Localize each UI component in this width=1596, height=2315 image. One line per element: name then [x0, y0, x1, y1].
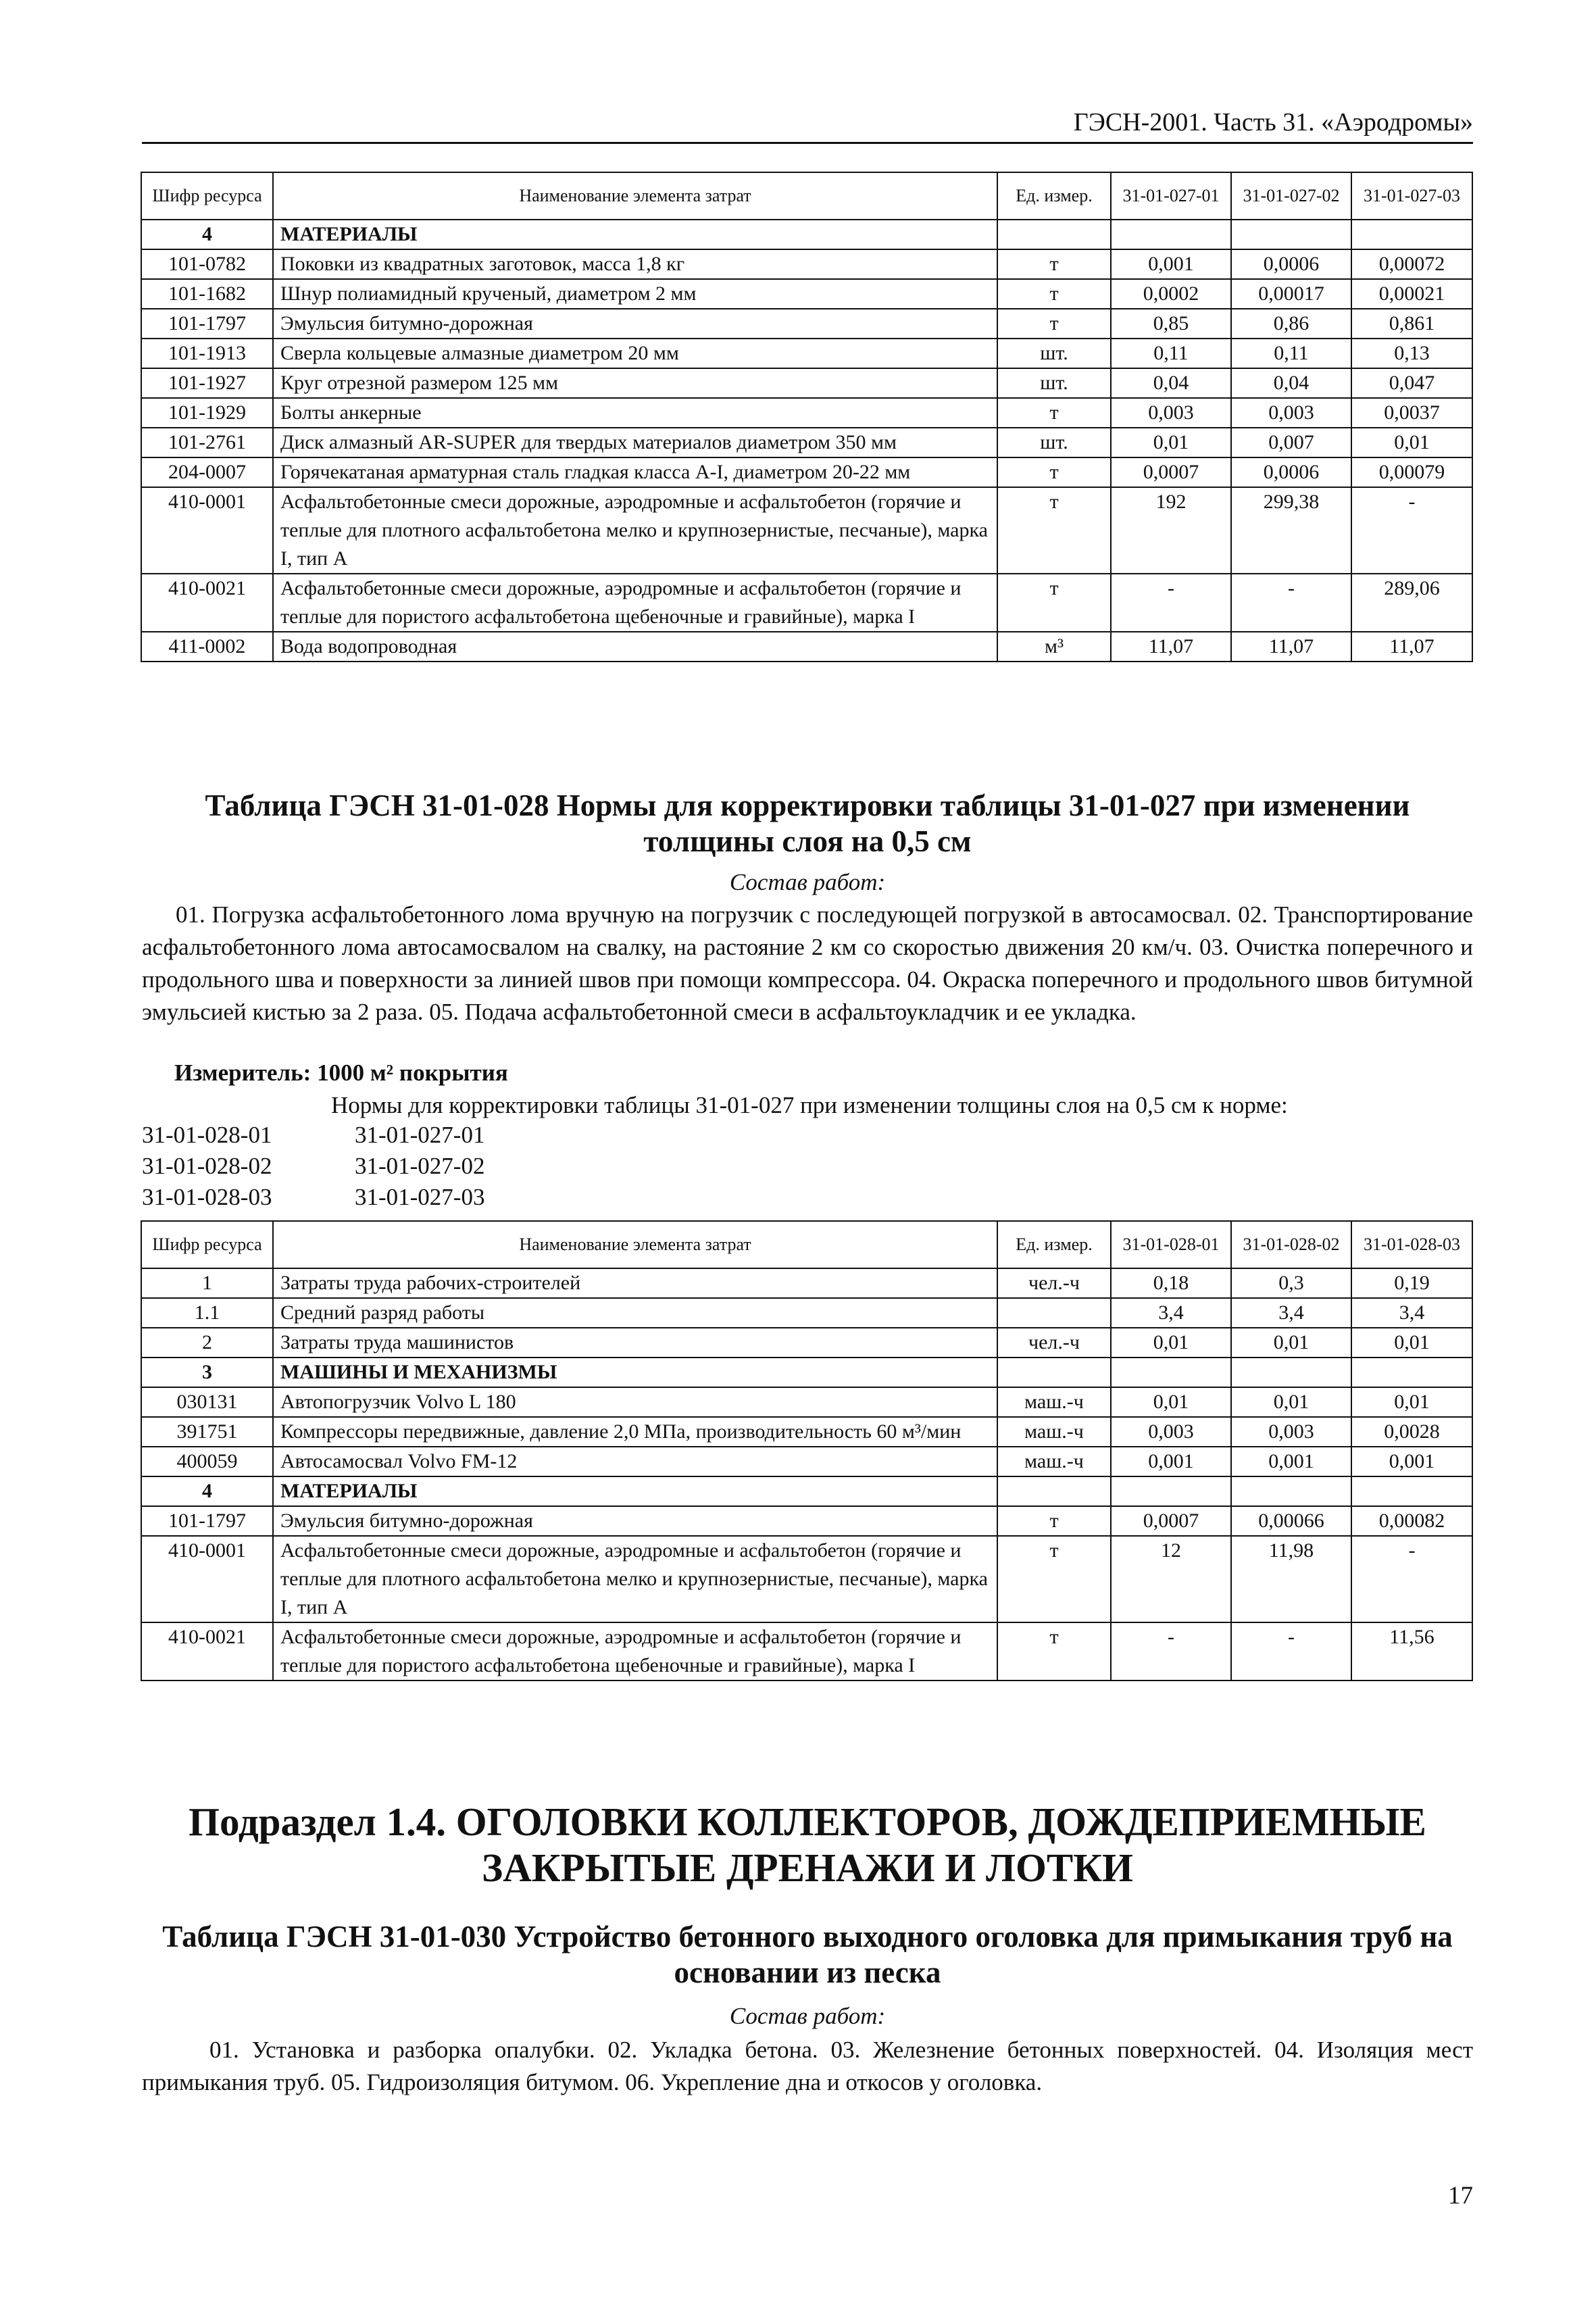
- norm-value-3: 0,01: [1351, 428, 1472, 457]
- table-body-028: [141, 1268, 1472, 1681]
- norm-value-3: 0,01: [1351, 1328, 1472, 1358]
- cost-element-name: Автосамосвал Volvo FM-12: [273, 1447, 997, 1476]
- resource-code: 101-1682: [141, 279, 273, 309]
- header-code: Шифр ресурса: [141, 1221, 273, 1268]
- unit: т: [997, 398, 1111, 428]
- norm-value-1: 0,85: [1111, 309, 1231, 339]
- header-col-3: 31-01-027-03: [1351, 172, 1472, 220]
- table-row: [141, 279, 1472, 309]
- norm-value-3: 0,00079: [1351, 457, 1472, 487]
- norm-value-1: 0,0007: [1111, 1506, 1231, 1536]
- norm-value-1: 0,01: [1111, 1387, 1231, 1417]
- norm-value-1: 0,18: [1111, 1268, 1231, 1298]
- section-label: МАШИНЫ И МЕХАНИЗМЫ: [273, 1358, 997, 1387]
- norm-value-3: 0,01: [1351, 1387, 1472, 1417]
- header-col-2: 31-01-028-02: [1231, 1221, 1351, 1268]
- norm-value-1: 0,01: [1111, 1328, 1231, 1358]
- empty-cell: [997, 1358, 1111, 1387]
- norm-value-2: 0,00017: [1231, 279, 1351, 309]
- resource-code: 101-0782: [141, 249, 273, 279]
- cost-element-name: Эмульсия битумно-дорожная: [273, 1506, 997, 1536]
- norm-value-2: 0,003: [1231, 1417, 1351, 1447]
- table-row: [141, 1506, 1472, 1536]
- norm-value-3: 0,00072: [1351, 249, 1472, 279]
- cost-element-name: Поковки из квадратных заготовок, масса 1,8 кг: [273, 249, 997, 279]
- resource-code: 101-1929: [141, 398, 273, 428]
- norm-value-2: 0,001: [1231, 1447, 1351, 1476]
- section-label: МАТЕРИАЛЫ: [273, 1476, 997, 1506]
- table-row: [141, 309, 1472, 339]
- resource-code: 101-1913: [141, 339, 273, 368]
- cost-element-name: Средний разряд работы: [273, 1298, 997, 1328]
- section-code: 4: [141, 1476, 273, 1506]
- subsection-title: Подраздел 1.4. ОГОЛОВКИ КОЛЛЕКТОРОВ, ДОЖДЕПРИЕМНЫЕ ЗАКРЫТЫЕ ДРЕНАЖИ И ЛОТКИ: [189, 1799, 1426, 1890]
- norm-value-2: 3,4: [1231, 1298, 1351, 1328]
- norm-value-3: 3,4: [1351, 1298, 1472, 1328]
- resource-code: 410-0001: [141, 487, 273, 574]
- cost-element-name: Горячекатаная арматурная сталь гладкая класса А-I, диаметром 20-22 мм: [273, 457, 997, 487]
- norm-value-3: 11,07: [1351, 632, 1472, 662]
- norm-value-3: 0,047: [1351, 368, 1472, 398]
- norm-value-1: 0,11: [1111, 339, 1231, 368]
- norms-intro-028: Нормы для корректировки таблицы 31-01-027 при изменении толщины слоя на 0,5 см к норме:: [331, 1092, 1288, 1118]
- norm-value-1: 0,0007: [1111, 457, 1231, 487]
- norm-value-1: 0,04: [1111, 368, 1231, 398]
- norm-value-3: 11,56: [1351, 1622, 1472, 1681]
- table-header-row: [141, 1221, 1472, 1268]
- running-head: ГЭСН-2001. Часть 31. «Аэродромы»: [1073, 108, 1473, 136]
- cost-element-name: Асфальтобетонные смеси дорожные, аэродромные и асфальтобетон (горячие и теплые для пористого асфальтобетона щебеночные и гравийные), марка I: [273, 1622, 997, 1681]
- cost-element-name: Круг отрезной размером 125 мм: [273, 368, 997, 398]
- table-row: [141, 398, 1472, 428]
- resource-code: 204-0007: [141, 457, 273, 487]
- resource-code: 030131: [141, 1387, 273, 1417]
- mapping-to-1: 31-01-027-01: [355, 1122, 485, 1148]
- norm-value-1: 0,001: [1111, 1447, 1231, 1476]
- norm-value-3: 289,06: [1351, 574, 1472, 632]
- cost-element-name: Асфальтобетонные смеси дорожные, аэродромные и асфальтобетон (горячие и теплые для пористого асфальтобетона щебеночные и гравийные), марка I: [273, 574, 997, 632]
- header-col-3: 31-01-028-03: [1351, 1221, 1472, 1268]
- unit: т: [997, 1622, 1111, 1681]
- norm-value-1: 0,001: [1111, 249, 1231, 279]
- empty-cell: [1231, 1358, 1351, 1387]
- unit: т: [997, 457, 1111, 487]
- norm-value-2: 11,07: [1231, 632, 1351, 662]
- section-code: 4: [141, 220, 273, 249]
- norm-value-3: 0,0028: [1351, 1417, 1472, 1447]
- norm-value-1: 11,07: [1111, 632, 1231, 662]
- header-col-2: 31-01-027-02: [1231, 172, 1351, 220]
- norm-value-3: 0,00082: [1351, 1506, 1472, 1536]
- norm-value-2: 0,86: [1231, 309, 1351, 339]
- norm-value-2: 0,0006: [1231, 457, 1351, 487]
- empty-cell: [1231, 1476, 1351, 1506]
- table-030-title: Таблица ГЭСН 31-01-030 Устройство бетонного выходного оголовка для примыкания труб на основании из песка: [162, 1920, 1453, 1989]
- empty-cell: [997, 1476, 1111, 1506]
- section-row: [141, 1476, 1472, 1506]
- table-028-title: Таблица ГЭСН 31-01-028 Нормы для корректировки таблицы 31-01-027 при изменении толщины слоя на 0,5 см: [205, 789, 1410, 858]
- unit: т: [997, 1536, 1111, 1622]
- table-row: [141, 457, 1472, 487]
- norm-value-3: 0,001: [1351, 1447, 1472, 1476]
- work-composition-caption-028: Состав работ:: [729, 869, 886, 895]
- mapping-from-3: 31-01-028-03: [142, 1184, 272, 1210]
- resource-code: 101-1797: [141, 309, 273, 339]
- norms-table-028: [141, 1220, 1473, 1681]
- norm-value-3: 0,00021: [1351, 279, 1472, 309]
- norm-value-1: 0,0002: [1111, 279, 1231, 309]
- mapping-from-2: 31-01-028-02: [142, 1153, 272, 1179]
- table-body-027: [141, 220, 1472, 662]
- resource-code: 1.1: [141, 1298, 273, 1328]
- resource-code: 411-0002: [141, 632, 273, 662]
- norm-value-2: -: [1231, 574, 1351, 632]
- cost-element-name: Асфальтобетонные смеси дорожные, аэродромные и асфальтобетон (горячие и теплые для плотного асфальтобетона мелко и крупнозернистые, песчаные), марка I, тип А: [273, 1536, 997, 1622]
- page-number: 17: [1448, 2182, 1473, 2210]
- unit: т: [997, 574, 1111, 632]
- resource-code: 410-0021: [141, 1622, 273, 1681]
- mapping-from-1: 31-01-028-01: [142, 1122, 272, 1148]
- section-label: МАТЕРИАЛЫ: [273, 220, 997, 249]
- table-row: [141, 1622, 1472, 1681]
- table-row: [141, 1417, 1472, 1447]
- resource-code: 101-1927: [141, 368, 273, 398]
- unit: [997, 1298, 1111, 1328]
- resource-code: 400059: [141, 1447, 273, 1476]
- header-col-1: 31-01-027-01: [1111, 172, 1231, 220]
- resource-code: 1: [141, 1268, 273, 1298]
- mapping-to-3: 31-01-027-03: [355, 1184, 485, 1210]
- header-unit: Ед. измер.: [997, 172, 1111, 220]
- resource-code: 410-0001: [141, 1536, 273, 1622]
- cost-element-name: Асфальтобетонные смеси дорожные, аэродромные и асфальтобетон (горячие и теплые для плотного асфальтобетона мелко и крупнозернистые, песчаные), марка I, тип А: [273, 487, 997, 574]
- cost-element-name: Затраты труда рабочих-строителей: [273, 1268, 997, 1298]
- norm-value-2: 11,98: [1231, 1536, 1351, 1622]
- norm-value-1: 3,4: [1111, 1298, 1231, 1328]
- norm-value-2: 0,003: [1231, 398, 1351, 428]
- resource-code: 391751: [141, 1417, 273, 1447]
- cost-element-name: Компрессоры передвижные, давление 2,0 МПа, производительность 60 м³/мин: [273, 1417, 997, 1447]
- norm-value-3: 0,19: [1351, 1268, 1472, 1298]
- unit: м³: [997, 632, 1111, 662]
- norm-value-1: -: [1111, 1622, 1231, 1681]
- table-row: [141, 249, 1472, 279]
- norm-value-3: 0,13: [1351, 339, 1472, 368]
- unit: маш.-ч: [997, 1387, 1111, 1417]
- norm-value-2: 299,38: [1231, 487, 1351, 574]
- unit: т: [997, 309, 1111, 339]
- unit: чел.-ч: [997, 1328, 1111, 1358]
- cost-element-name: Эмульсия битумно-дорожная: [273, 309, 997, 339]
- empty-cell: [1351, 1476, 1472, 1506]
- empty-cell: [1111, 1476, 1231, 1506]
- table-row: [141, 487, 1472, 574]
- header-col-1: 31-01-028-01: [1111, 1221, 1231, 1268]
- table-header-row: [141, 172, 1472, 220]
- norm-value-2: 0,01: [1231, 1328, 1351, 1358]
- norm-value-2: 0,00066: [1231, 1506, 1351, 1536]
- norm-value-1: 0,01: [1111, 428, 1231, 457]
- cost-element-name: Болты анкерные: [273, 398, 997, 428]
- measurer-028: Измеритель: 1000 м² покрытия: [174, 1060, 508, 1086]
- table-row: [141, 1328, 1472, 1358]
- unit: маш.-ч: [997, 1447, 1111, 1476]
- unit: т: [997, 1506, 1111, 1536]
- norm-value-2: 0,01: [1231, 1387, 1351, 1417]
- empty-cell: [1351, 1358, 1472, 1387]
- cost-element-name: Диск алмазный AR-SUPER для твердых материалов диаметром 350 мм: [273, 428, 997, 457]
- unit: т: [997, 279, 1111, 309]
- unit: маш.-ч: [997, 1417, 1111, 1447]
- section-code: 3: [141, 1358, 273, 1387]
- unit: шт.: [997, 428, 1111, 457]
- cost-element-name: Затраты труда машинистов: [273, 1328, 997, 1358]
- resource-code: 410-0021: [141, 574, 273, 632]
- norm-value-2: 0,0006: [1231, 249, 1351, 279]
- norm-value-3: 0,861: [1351, 309, 1472, 339]
- norm-value-2: 0,007: [1231, 428, 1351, 457]
- norm-value-1: 192: [1111, 487, 1231, 574]
- cost-element-name: Автопогрузчик Volvo L 180: [273, 1387, 997, 1417]
- header-name: Наименование элемента затрат: [273, 172, 997, 220]
- norm-value-1: 0,003: [1111, 398, 1231, 428]
- work-composition-caption-030: Состав работ:: [729, 2003, 886, 2029]
- resource-code: 101-1797: [141, 1506, 273, 1536]
- norms-table-027: [141, 172, 1473, 662]
- cost-element-name: Шнур полиамидный крученый, диаметром 2 мм: [273, 279, 997, 309]
- table-row: [141, 1447, 1472, 1476]
- header-code: Шифр ресурса: [141, 172, 273, 220]
- table-row: [141, 1387, 1472, 1417]
- norm-value-3: -: [1351, 487, 1472, 574]
- unit: т: [997, 487, 1111, 574]
- table-row: [141, 1536, 1472, 1622]
- empty-cell: [1111, 1358, 1231, 1387]
- cost-element-name: Сверла кольцевые алмазные диаметром 20 мм: [273, 339, 997, 368]
- norm-value-2: -: [1231, 1622, 1351, 1681]
- work-composition-text-028: 01. Погрузка асфальтобетонного лома вручную на погрузчик с последующей погрузкой в автосамосвал. 02. Транспортирование асфальтобетонного лома автосамосвалом на свалку, на растояние 2 км со скоростью движения 20 км/ч. 03. Очистка поперечного и продольного шва и поверхности за линией швов при помощи компрессора. 04. Окраска поперечного и продольного швов битумной эмульсией кистью за 2 раза. 05. Подача асфальтобетонной смеси в асфальтоукладчик и ее укладка.: [142, 901, 1473, 1025]
- norm-value-2: 0,11: [1231, 339, 1351, 368]
- unit: шт.: [997, 368, 1111, 398]
- work-composition-text-030: 01. Установка и разборка опалубки. 02. Укладка бетона. 03. Железнение бетонных поверхностей. 04. Изоляция мест примыкания труб. 05. Гидроизоляция битумом. 06. Укрепление дна и откосов у оголовка.: [142, 2037, 1473, 2095]
- table-row: [141, 1298, 1472, 1328]
- table-row: [141, 574, 1472, 632]
- norm-value-1: 12: [1111, 1536, 1231, 1622]
- table-row: [141, 368, 1472, 398]
- section-row: [141, 220, 1472, 249]
- norm-value-2: 0,04: [1231, 368, 1351, 398]
- norm-value-3: 0,0037: [1351, 398, 1472, 428]
- unit: шт.: [997, 339, 1111, 368]
- resource-code: 101-2761: [141, 428, 273, 457]
- table-row: [141, 1268, 1472, 1298]
- header-unit: Ед. измер.: [997, 1221, 1111, 1268]
- table-row: [141, 428, 1472, 457]
- unit: т: [997, 249, 1111, 279]
- norm-value-2: 0,3: [1231, 1268, 1351, 1298]
- section-row: [141, 1358, 1472, 1387]
- table-row: [141, 632, 1472, 662]
- norm-value-1: 0,003: [1111, 1417, 1231, 1447]
- norm-value-1: -: [1111, 574, 1231, 632]
- header-name: Наименование элемента затрат: [273, 1221, 997, 1268]
- mapping-to-2: 31-01-027-02: [355, 1153, 485, 1179]
- resource-code: 2: [141, 1328, 273, 1358]
- cost-element-name: Вода водопроводная: [273, 632, 997, 662]
- header-rule: [142, 142, 1473, 144]
- unit: чел.-ч: [997, 1268, 1111, 1298]
- norm-value-3: -: [1351, 1536, 1472, 1622]
- table-row: [141, 339, 1472, 368]
